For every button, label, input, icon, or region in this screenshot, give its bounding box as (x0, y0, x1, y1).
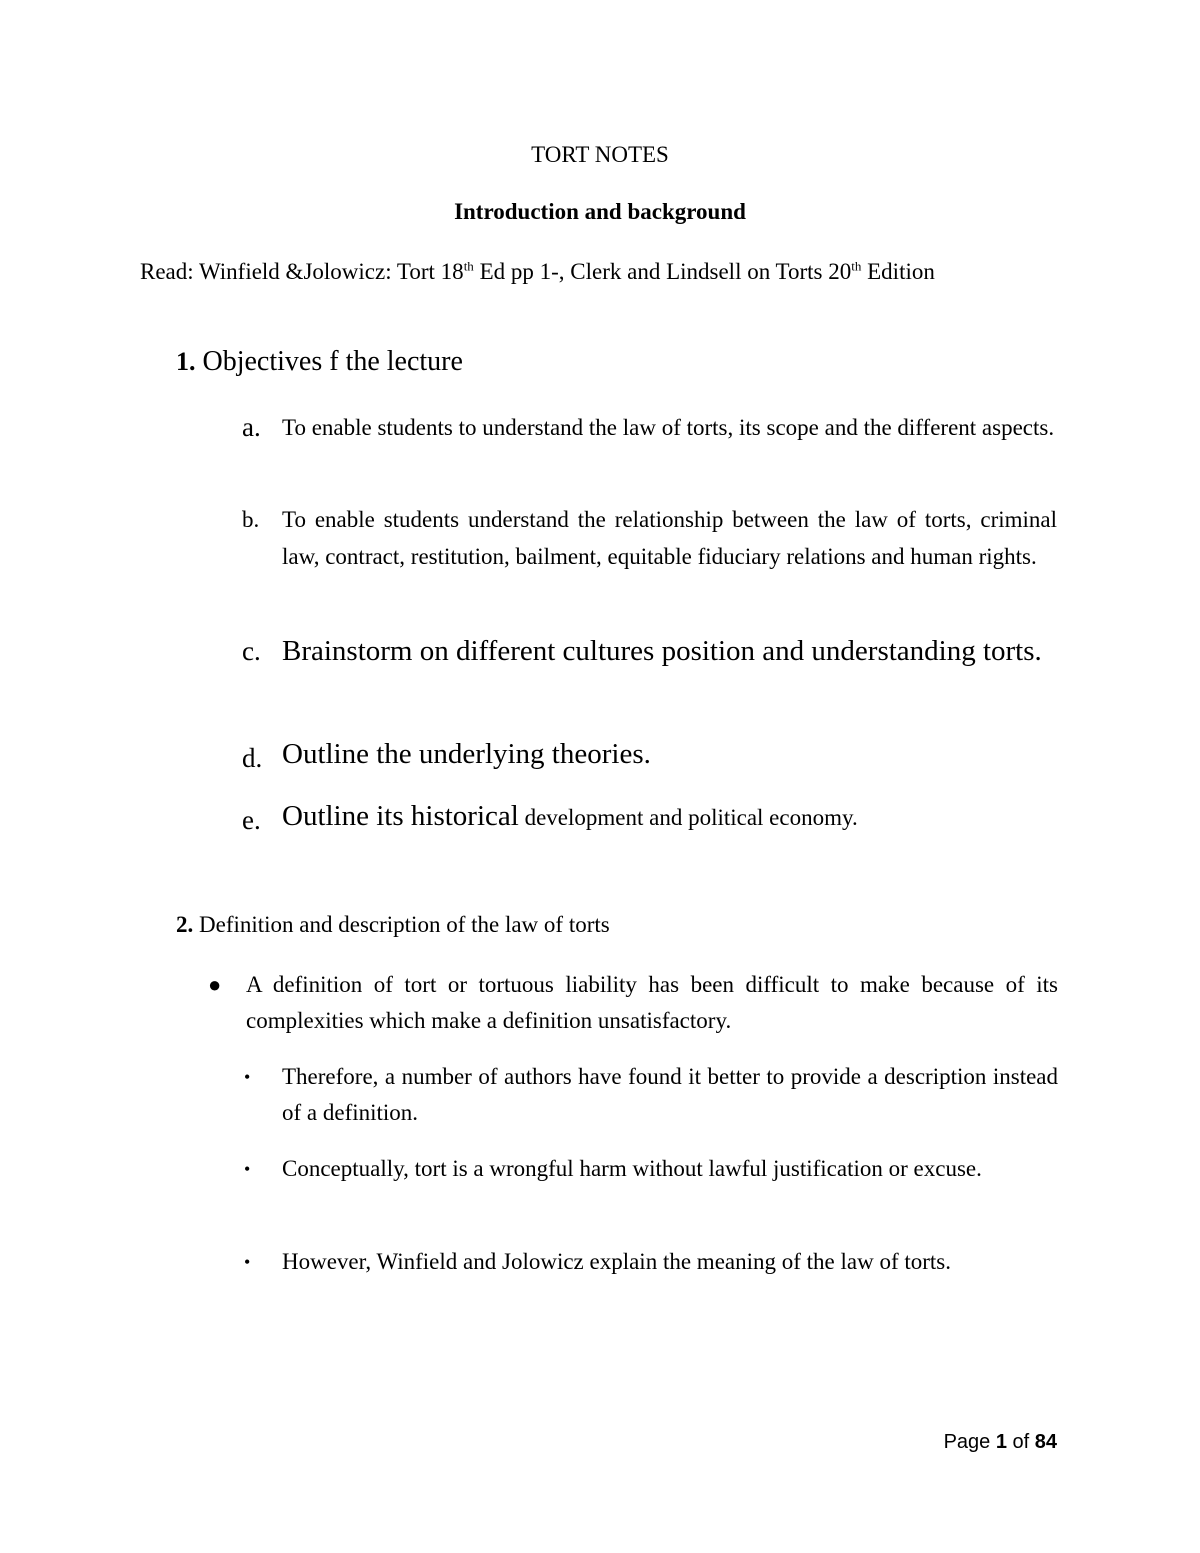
objective-marker-a: a. (242, 412, 261, 442)
objective-item-a (242, 409, 1057, 446)
sub-bullet-marker-1: • (244, 1067, 251, 1087)
objective-text-e-small: development and political economy. (518, 805, 858, 830)
objective-item-d (242, 734, 1057, 774)
objective-marker-b: b. (242, 507, 260, 532)
objective-marker-e: e. (242, 805, 261, 835)
objective-text-e (282, 796, 1057, 838)
document-subtitle: Introduction and background (454, 199, 746, 224)
bullet-marker: ● (208, 972, 222, 997)
sub-bullet-marker-2: • (244, 1159, 251, 1179)
document-title: TORT NOTES (531, 142, 669, 167)
reading-superscript-1: th (463, 258, 474, 274)
page-label: Page (943, 1431, 996, 1453)
page-number-footer (944, 1431, 1057, 1454)
objective-marker-c: c. (242, 636, 261, 666)
sub-bullet-3 (242, 1244, 1058, 1280)
reading-reference (140, 254, 1060, 290)
objective-text-b: To enable students understand the relationship between the law of torts, criminal law, contract, restitution, bailment, equitable fiduciary relations and human rights. (282, 507, 1057, 569)
reading-suffix: Edition (861, 259, 935, 284)
objective-text-c: Brainstorm on different cultures position and understanding torts. (282, 635, 1042, 667)
objective-text-d: Outline the underlying theories. (282, 738, 651, 770)
definition-bullet (206, 967, 1058, 1039)
reading-superscript-2: th (851, 258, 862, 274)
of-label: of (1006, 1431, 1035, 1453)
objective-item-b (242, 501, 1057, 575)
section-1-number: 1. (176, 347, 196, 376)
sub-bullet-1 (242, 1059, 1058, 1131)
sub-bullet-text-3: However, Winfield and Jolowicz explain the meaning of the law of torts. (282, 1249, 952, 1274)
section-2-number: 2. (176, 912, 194, 937)
section-2-heading (176, 912, 610, 938)
objective-marker-d: d. (242, 743, 263, 773)
objective-text-e-large: Outline its historical (282, 800, 519, 832)
objective-item-e (242, 796, 1057, 838)
sub-bullet-text-2: Conceptually, tort is a wrongful harm without lawful justification or excuse. (282, 1156, 982, 1181)
objective-item-c (242, 631, 1057, 671)
sub-bullet-text-1: Therefore, a number of authors have found it better to provide a description instead of a definition. (282, 1064, 1058, 1125)
reading-middle: Ed pp 1-, Clerk and Lindsell on Torts 20 (473, 259, 852, 284)
current-page-number: 1 (995, 1431, 1007, 1453)
section-1-heading (176, 346, 463, 378)
total-pages-number: 84 (1034, 1431, 1057, 1453)
sub-bullet-marker-3: • (244, 1252, 251, 1272)
sub-bullet-2 (242, 1151, 1058, 1187)
reading-prefix: Read: Winfield &Jolowicz: Tort 18 (140, 259, 464, 284)
section-1-title: Objectives f the lecture (202, 346, 463, 377)
section-2-title: Definition and description of the law of torts (199, 912, 610, 937)
definition-bullet-text: A definition of tort or tortuous liability has been difficult to make because of its complexities which make a definition unsatisfactory. (246, 972, 1058, 1033)
objective-text-a: To enable students to understand the law of torts, its scope and the different aspects. (282, 415, 1055, 440)
